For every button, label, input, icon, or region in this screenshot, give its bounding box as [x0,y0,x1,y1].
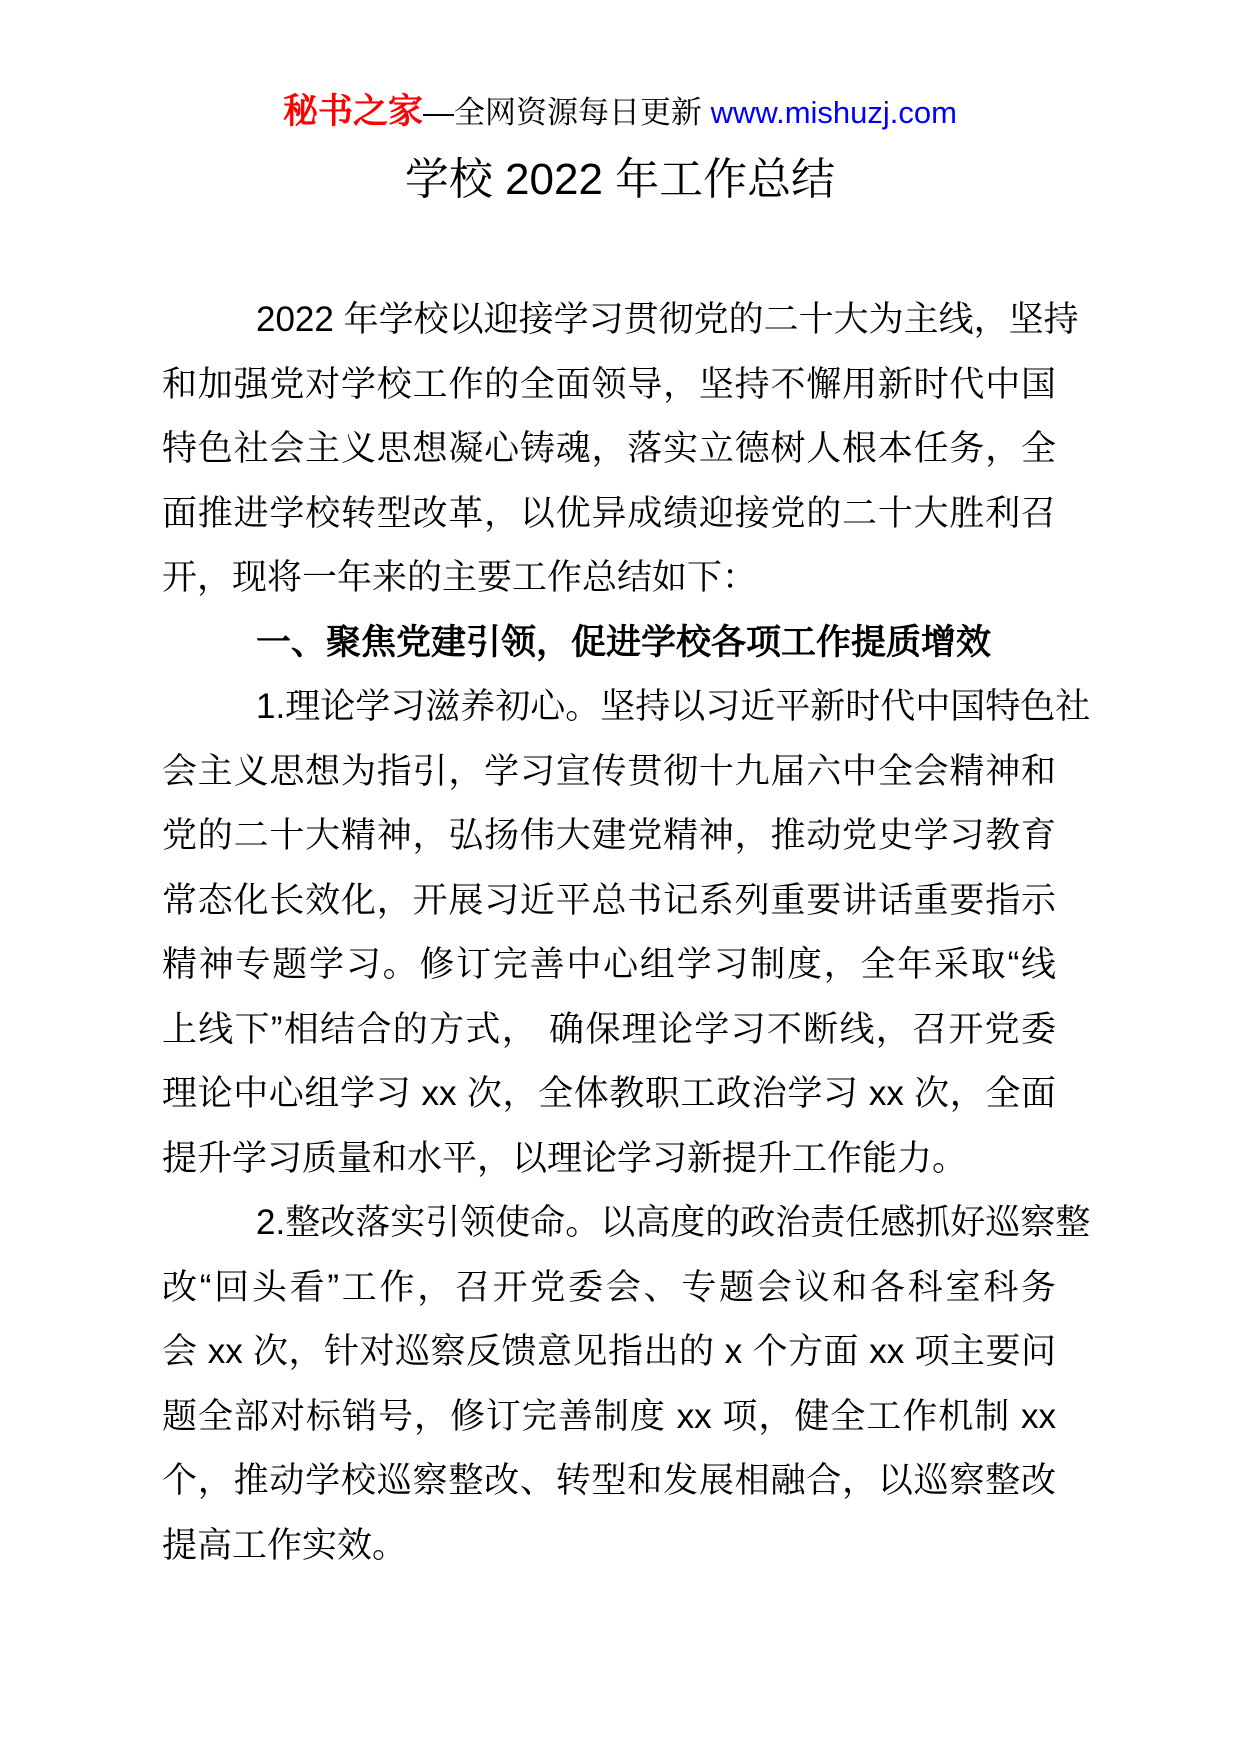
document-body [162,288,1091,1578]
header-url-link[interactable]: www.mishuzj.com [710,95,957,130]
text-line: 理论中心组学习 xx 次，全体教职工政治学习 xx 次，全面 [162,1074,1056,1113]
text-line: 和加强党对学校工作的全面领导，坚持不懈用新时代中国 [162,364,1056,404]
text-line: 党的二十大精神，弘扬伟大建党精神，推动党史学习教育 [162,816,1056,855]
text-line: 会 xx 次，针对巡察反馈意见指出的 x 个方面 xx 项主要问 [162,1332,1056,1371]
brand-name: 秘书之家 [283,92,424,131]
text-line: 常态化长效化，开展习近平总书记系列重要讲话重要指示 [162,880,1056,920]
text-line: 2022 年学校以迎接学习贯彻党的二十大为主线，坚持 [256,300,1079,339]
text-line: 个，推动学校巡察整改、转型和发展相融合，以巡察整改 [162,1461,1056,1500]
text-line: 开，现将一年来的主要工作总结如下： [162,558,758,597]
text-line: 1.理论学习滋养初心。坚持以习近平新时代中国特色社 [256,687,1091,726]
text-line: 2.整改落实引领使命。以高度的政治责任感抓好巡察整 [256,1203,1091,1242]
page-title: 学校 2022 年工作总结 [404,155,836,204]
text-line: 面推进学校转型改革，以优异成绩迎接党的二十大胜利召 [162,493,1056,533]
text-line: 特色社会主义思想凝心铸魂，落实立德树人根本任务，全 [162,429,1056,468]
text-line: 上线下”相结合的方式， 确保理论学习不断线，召开党委 [162,1009,1056,1049]
text-line: 提高工作实效。 [162,1525,408,1565]
header-tagline: —全网资源每日更新 [423,95,711,130]
text-line: 提升学习质量和水平，以理论学习新提升工作能力。 [162,1138,968,1178]
page-header [0,88,1240,137]
text-line: 题全部对标销号，修订完善制度 xx 项，健全工作机制 xx [162,1396,1056,1436]
text-line: 精神专题学习。修订完善中心组学习制度，全年采取“线 [162,945,1056,984]
section-heading: 一、聚焦党建引领，促进学校各项工作提质增效 [256,622,992,662]
text-line: 改“回头看”工作，召开党委会、专题会议和各科室科务 [162,1267,1056,1307]
text-line: 会主义思想为指引，学习宣传贯彻十九届六中全会精神和 [162,751,1056,791]
